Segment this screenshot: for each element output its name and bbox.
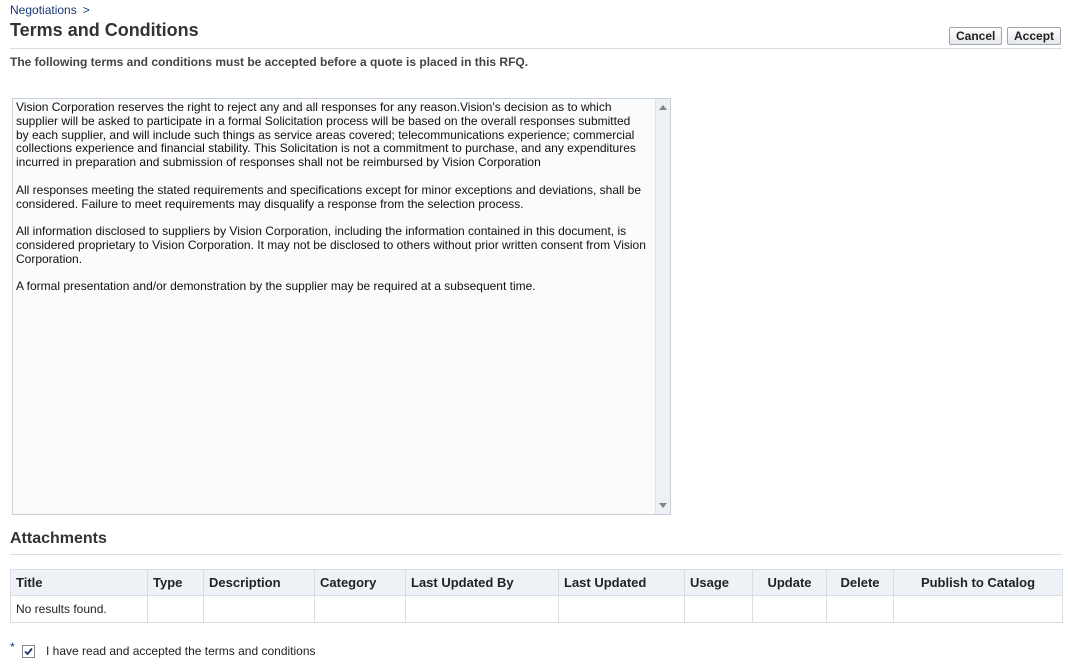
terms-paragraph: A formal presentation and/or demonstration by the supplier may be required at a subsequent time. [16,279,536,294]
instruction-text: The following terms and conditions must be accepted before a quote is placed in this RFQ. [10,55,529,69]
page-title: Terms and Conditions [10,20,199,40]
table-row [11,596,1063,623]
column-header-title: Title [11,570,148,596]
empty-results-message: No results found. [11,596,148,623]
column-header-type: Type [148,570,204,596]
terms-scrollbar[interactable] [655,99,670,514]
column-header-delete: Delete [827,570,894,596]
terms-content [16,101,646,308]
required-indicator: * [10,640,15,654]
attachments-divider [10,554,1062,555]
column-header-category: Category [315,570,406,596]
column-header-last-updated: Last Updated [559,570,685,596]
terms-paragraph: Vision Corporation reserves the right to reject any and all responses for any reason.Vision's decision as to which supplier will be asked to participate in a formal Solicitation process will be based on the overall responses submitted by each supplier, and will include such things as service areas covered; telecommunications experience; commercial collections experience and financial stability. This Solicitation is not a commitment to purchase, and any expenditures incurred in preparation and submission of responses shall not be reimbursed by Vision Corporation [16,100,636,170]
accept-button[interactable]: Accept [1007,27,1061,45]
column-header-update: Update [753,570,827,596]
scroll-down-arrow-icon[interactable] [659,503,667,508]
title-divider [10,48,1062,49]
column-header-description: Description [204,570,315,596]
terms-paragraph: All responses meeting the stated requirements and specifications except for minor exceptions and deviations, shall be considered. Failure to meet requirements may disqualify a response from the selection process. [16,182,642,211]
check-icon [23,646,34,657]
column-header-last-updated-by: Last Updated By [406,570,559,596]
column-header-usage: Usage [685,570,753,596]
terms-paragraph: All information disclosed to suppliers by Vision Corporation, including the information contained in this document, is considered proprietary to Vision Corporation. It may not be disclosed to others without prior written consent from Vision Corporation. [16,224,646,266]
column-header-publish-to-catalog: Publish to Catalog [894,570,1063,596]
accept-terms-checkbox[interactable] [22,645,35,658]
accept-terms-label[interactable]: I have read and accepted the terms and conditions [46,644,316,658]
breadcrumb [10,3,90,17]
breadcrumb-link-negotiations[interactable]: Negotiations [10,3,77,17]
scroll-up-arrow-icon[interactable] [659,105,667,110]
terms-textarea[interactable] [12,98,671,515]
attachments-table [10,569,1063,623]
table-header-row [11,570,1063,596]
attachments-heading: Attachments [10,530,107,547]
breadcrumb-separator: > [82,3,90,17]
cancel-button[interactable]: Cancel [949,27,1002,45]
